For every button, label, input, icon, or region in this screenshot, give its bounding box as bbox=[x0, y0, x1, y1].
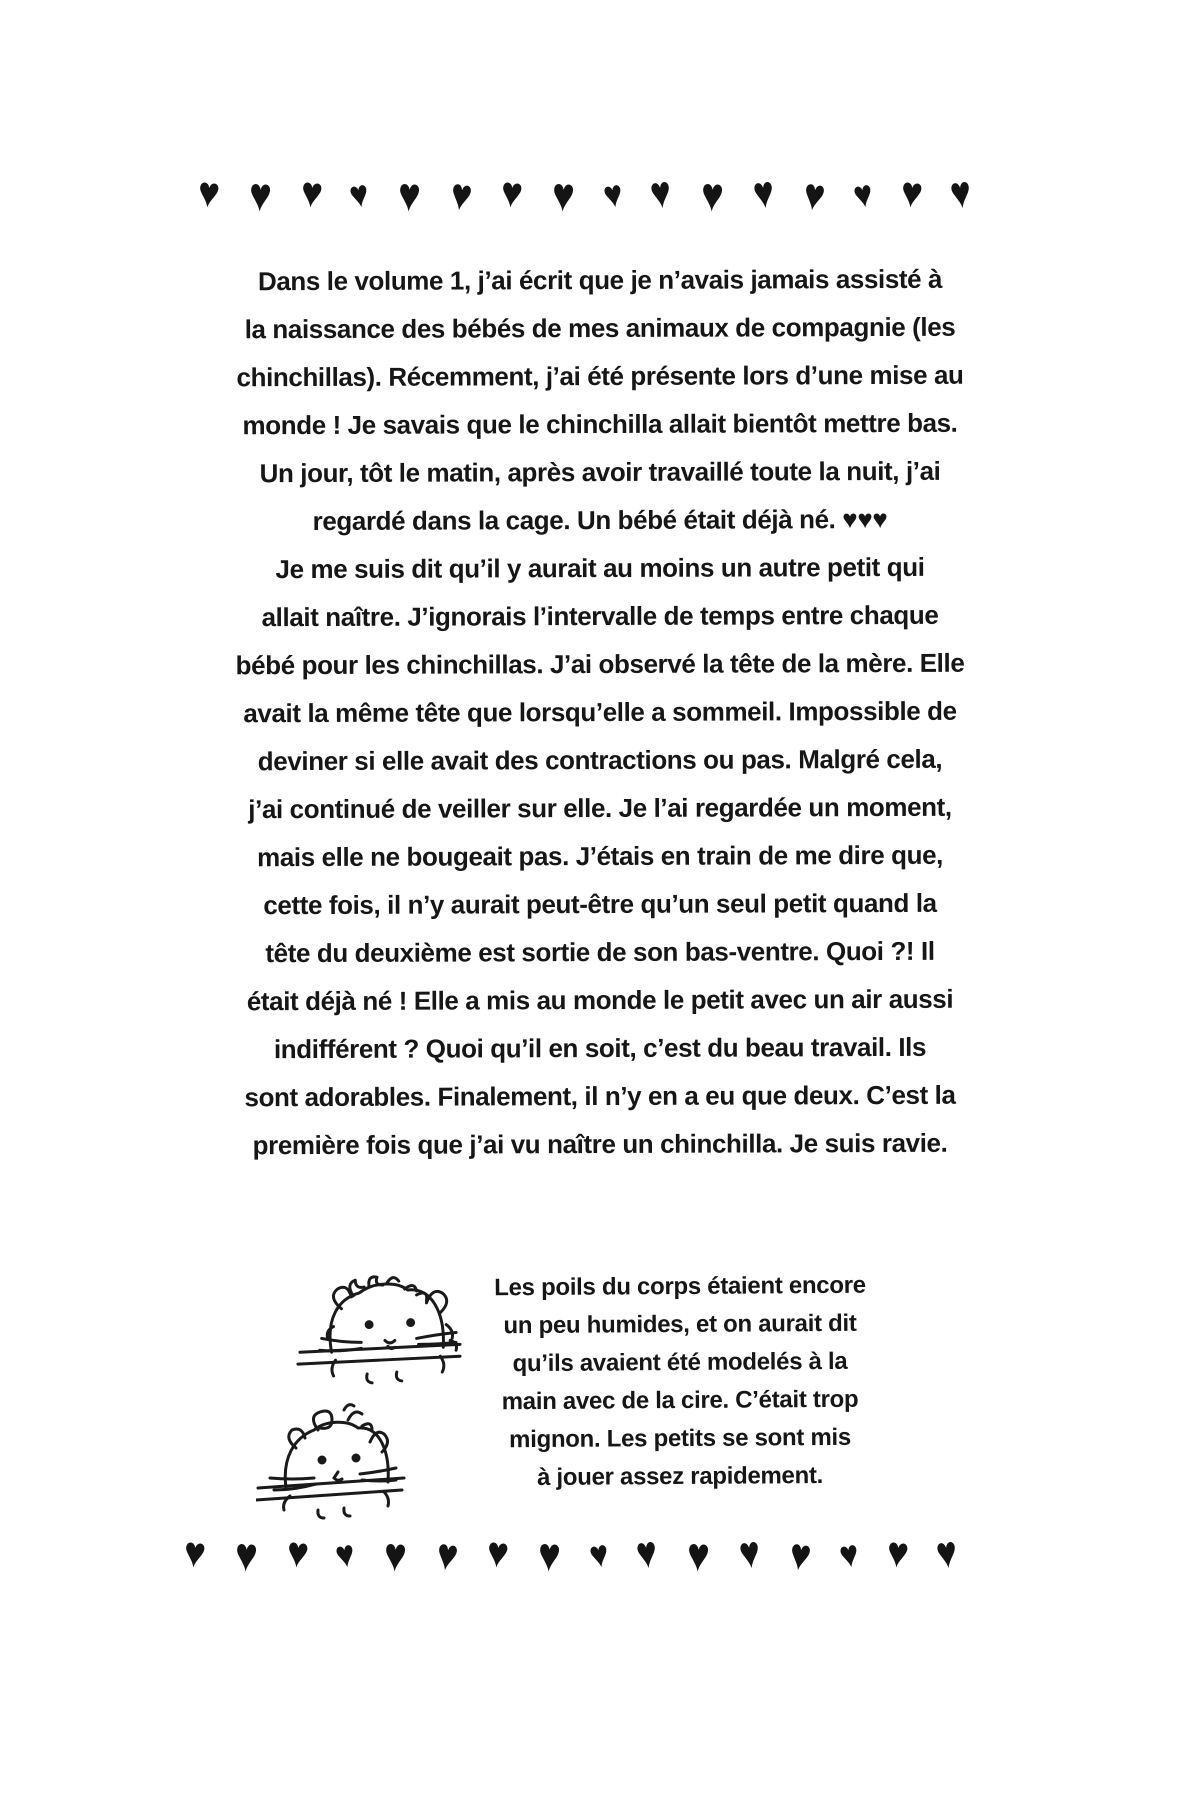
text-line: deviner si elle avait des contractions ou pas. Malgré cela, bbox=[257, 743, 943, 777]
heart-icon: ♥ bbox=[647, 166, 675, 220]
heart-icon: ♥ bbox=[750, 166, 778, 220]
heart-icon: ♥ bbox=[933, 1526, 961, 1580]
heart-icon: ♥ bbox=[297, 167, 325, 219]
text-line: la naissance des bébés de mes animaux de compagnie (les bbox=[244, 311, 956, 345]
text-line: mais elle ne bougeait pas. J’étais en train de me dire que, bbox=[257, 839, 943, 873]
text-line: mignon. Les petits se sont mis bbox=[509, 1423, 851, 1454]
text-line: Je me suis dit qu’il y aurait au moins un autre petit qui bbox=[275, 551, 925, 585]
text-line: à jouer assez rapidement. bbox=[536, 1462, 824, 1491]
heart-icon: ♥ bbox=[883, 1527, 911, 1579]
side-note-text bbox=[420, 1268, 940, 1496]
heart-icon: ♥ bbox=[498, 167, 526, 219]
chinchilla-peeking-icon bbox=[256, 1396, 406, 1526]
text-line: main avec de la cire. C’était trop bbox=[501, 1385, 859, 1416]
heart-icon: ♥ bbox=[550, 168, 576, 223]
heart-icon: ♥ bbox=[283, 1527, 311, 1579]
text-line: sont adorables. Finalement, il n’y en a eu que deux. C’est la bbox=[244, 1079, 956, 1113]
text-line: j’ai continué de veiller sur elle. Je l’ai regardée un moment, bbox=[248, 791, 952, 825]
bottom-hearts-divider bbox=[181, 1526, 961, 1583]
heart-icon: ♥ bbox=[247, 168, 273, 223]
text-line: indifférent ? Quoi qu’il en soit, c’est du beau travail. Ils bbox=[273, 1031, 927, 1065]
author-note-text bbox=[130, 256, 1070, 1168]
heart-icon: ♥ bbox=[835, 1532, 863, 1578]
text-line: bébé pour les chinchillas. J’ai observé la tête de la mère. Elle bbox=[235, 647, 965, 681]
text-line: avait la même tête que lorsqu’elle a sommeil. Impossible de bbox=[243, 695, 957, 729]
heart-icon: ♥ bbox=[446, 167, 476, 222]
heart-icon: ♥ bbox=[181, 1527, 209, 1579]
text-line: Un jour, tôt le matin, après avoir travaillé toute la nuit, j’ai bbox=[259, 455, 941, 489]
heart-icon: ♥ bbox=[484, 1527, 512, 1579]
heart-icon: ♥ bbox=[536, 1528, 562, 1583]
text-line: Les poils du corps étaient encore bbox=[494, 1271, 866, 1302]
baby-chinchilla-drawing-bottom bbox=[256, 1396, 406, 1526]
text-line: regardé dans la cage. Un bébé était déjà né. ♥♥♥ bbox=[312, 503, 888, 537]
heart-icon: ♥ bbox=[396, 168, 423, 223]
text-line: Dans le volume 1, j’ai écrit que je n’avais jamais assisté à bbox=[257, 263, 943, 297]
heart-icon: ♥ bbox=[599, 172, 626, 218]
heart-icon: ♥ bbox=[736, 1526, 764, 1580]
text-line: qu’ils avaient été modelés à la bbox=[512, 1347, 848, 1378]
text-line: un peu humides, et on aurait dit bbox=[503, 1309, 857, 1340]
heart-icon: ♥ bbox=[633, 1526, 661, 1580]
text-line: chinchillas). Récemment, j’ai été présente lors d’une mise au bbox=[236, 359, 964, 393]
heart-icon: ♥ bbox=[785, 1527, 815, 1582]
heart-icon: ♥ bbox=[699, 168, 726, 223]
heart-icon: ♥ bbox=[947, 166, 975, 220]
heart-icon: ♥ bbox=[432, 1527, 462, 1582]
heart-icon: ♥ bbox=[585, 1532, 612, 1578]
heart-icon: ♥ bbox=[849, 172, 877, 218]
heart-icon: ♥ bbox=[897, 167, 925, 219]
heart-icon: ♥ bbox=[685, 1528, 712, 1583]
text-line: cette fois, il n’y aurait peut-être qu’un seul petit quand la bbox=[263, 887, 937, 921]
heart-icon: ♥ bbox=[195, 167, 223, 219]
heart-icon: ♥ bbox=[346, 172, 373, 218]
heart-icon: ♥ bbox=[233, 1528, 259, 1583]
heart-icon: ♥ bbox=[332, 1532, 359, 1578]
text-line: allait naître. J’ignorais l’intervalle de temps entre chaque bbox=[261, 599, 939, 633]
text-line: tête du deuxième est sortie de son bas-ventre. Quoi ?! Il bbox=[265, 935, 935, 969]
text-line: était déjà né ! Elle a mis au monde le petit avec un air aussi bbox=[246, 983, 954, 1017]
heart-icon: ♥ bbox=[382, 1528, 409, 1583]
heart-icon: ♥ bbox=[799, 167, 829, 222]
text-line: première fois que j’ai vu naître un chinchilla. Je suis ravie. bbox=[252, 1127, 948, 1161]
text-line: monde ! Je savais que le chinchilla allait bientôt mettre bas. bbox=[242, 407, 958, 441]
top-hearts-divider bbox=[195, 166, 975, 223]
